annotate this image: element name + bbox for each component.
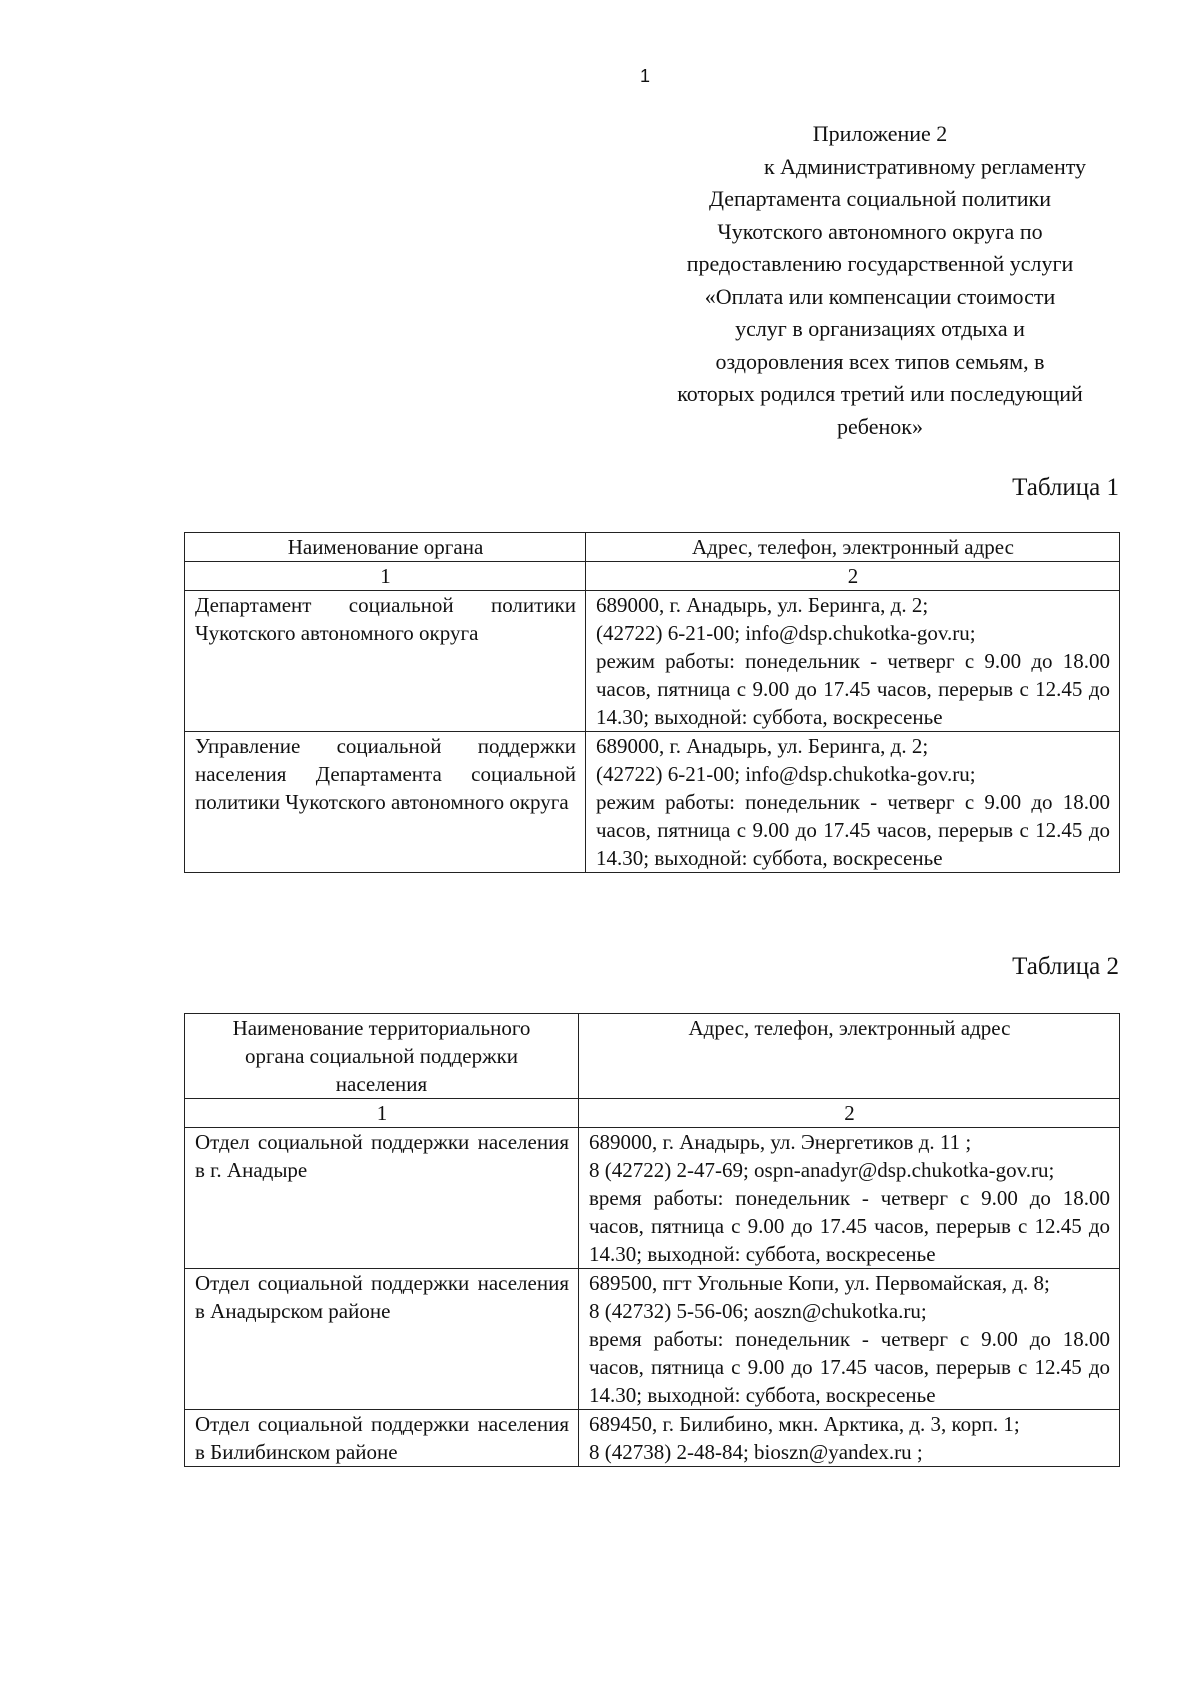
phone-email-line: 8 (42732) 5-56-06; aoszn@chukotka.ru; <box>589 1299 927 1323</box>
organ-name: Отдел социальной поддержки населения в Билибинском районе <box>185 1410 579 1467</box>
header-cell-address: Адрес, телефон, электронный адрес <box>586 533 1120 562</box>
phone-email-line: 8 (42738) 2-48-84; bioszn@yandex.ru ; <box>589 1440 923 1464</box>
appendix-line: ребенок» <box>837 413 923 439</box>
schedule-text: режим работы: понедельник - четверг с 9.00 до 18.00 часов, пятница с 9.00 до 17.45 часов, перерыв с 12.45 до 14.30; выходной: суббота, воскресенье <box>596 790 1110 870</box>
phone-email-line: (42722) 6-21-00; info@dsp.chukotka-gov.ru; <box>596 762 976 786</box>
column-number-row <box>185 562 1120 591</box>
organ-name: Отдел социальной поддержки населения в г. Анадыре <box>185 1128 579 1269</box>
appendix-line: предоставлению государственной услуги <box>686 251 1074 276</box>
organ-contacts <box>579 1410 1120 1467</box>
table-row <box>185 732 1120 873</box>
organ-contacts <box>586 732 1120 873</box>
appendix-line: «Оплата или компенсации стоимости <box>704 283 1056 309</box>
organ-contacts <box>579 1269 1120 1410</box>
address-line: 689450, г. Билибино, мкн. Арктика, д. 3, корп. 1; <box>589 1412 1020 1436</box>
organ-name: Отдел социальной поддержки населения в Анадырском районе <box>185 1269 579 1410</box>
organ-contacts <box>586 591 1120 732</box>
table-row <box>185 591 1120 732</box>
address-line: 689000, г. Анадырь, ул. Беринга, д. 2; <box>596 734 929 758</box>
column-number: 2 <box>579 1099 1120 1128</box>
table-header-row <box>185 533 1120 562</box>
table-header-row <box>185 1014 1120 1099</box>
table-1 <box>184 532 1120 873</box>
organ-contacts <box>579 1128 1120 1269</box>
appendix-line: которых родился третий или последующий <box>677 381 1083 406</box>
table-2 <box>184 1013 1120 1467</box>
schedule-text: время работы: понедельник - четверг с 9.00 до 18.00 часов, пятница с 9.00 до 17.45 часов, перерыв с 12.45 до 14.30; выходной: суббота, воскресенье <box>589 1186 1110 1266</box>
schedule-text: режим работы: понедельник - четверг с 9.00 до 18.00 часов, пятница с 9.00 до 17.45 часов, перерыв с 12.45 до 14.30; выходной: суббота, воскресенье <box>596 649 1110 729</box>
appendix-line: Департамента социальной политики <box>709 186 1051 211</box>
organ-name: Департамент социальной политики Чукотского автономного округа <box>185 591 586 732</box>
phone-email-line: (42722) 6-21-00; info@dsp.chukotka-gov.ru; <box>596 621 976 645</box>
column-number: 2 <box>586 562 1120 591</box>
phone-email-line: 8 (42722) 2-47-69; ospn-anadyr@dsp.chukotka-gov.ru; <box>589 1158 1055 1182</box>
column-number: 1 <box>185 562 586 591</box>
column-number: 1 <box>185 1099 579 1128</box>
table-2-caption: Таблица 2 <box>1012 953 1119 980</box>
table-row <box>185 1269 1120 1410</box>
table-row <box>185 1128 1120 1269</box>
appendix-line: к Административному регламенту <box>763 153 1087 179</box>
column-number-row <box>185 1099 1120 1128</box>
appendix-heading <box>640 118 1120 443</box>
page-number: 1 <box>639 66 650 86</box>
appendix-line: Приложение 2 <box>812 121 948 146</box>
appendix-line: Чукотского автономного округа по <box>717 218 1043 244</box>
header-cell-address: Адрес, телефон, электронный адрес <box>579 1014 1120 1099</box>
appendix-line: услуг в организациях отдыха и <box>735 316 1025 341</box>
table-row <box>185 1410 1120 1467</box>
table-1-caption: Таблица 1 <box>1012 474 1119 501</box>
header-cell-name: Наименование территориального органа социальной поддержки населения <box>185 1014 579 1099</box>
organ-name: Управление социальной поддержки населения Департамента социальной политики Чукотского автономного округа <box>185 732 586 873</box>
address-line: 689000, г. Анадырь, ул. Беринга, д. 2; <box>596 593 929 617</box>
header-cell-name: Наименование органа <box>185 533 586 562</box>
address-line: 689500, пгт Угольные Копи, ул. Первомайская, д. 8; <box>589 1271 1050 1295</box>
address-line: 689000, г. Анадырь, ул. Энергетиков д. 11 ; <box>589 1130 972 1154</box>
appendix-line: оздоровления всех типов семьям, в <box>715 348 1045 374</box>
schedule-text: время работы: понедельник - четверг с 9.00 до 18.00 часов, пятница с 9.00 до 17.45 часов, перерыв с 12.45 до 14.30; выходной: суббота, воскресенье <box>589 1327 1110 1407</box>
